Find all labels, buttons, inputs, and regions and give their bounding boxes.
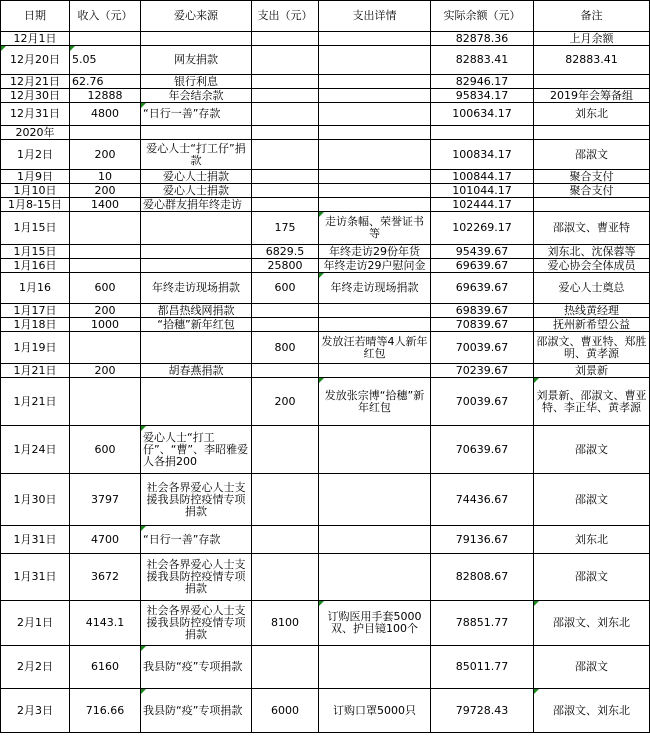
cell-income: 10 [70, 170, 141, 184]
cell-expense: 800 [252, 332, 319, 364]
cell-note: 邵淑文 [534, 140, 650, 170]
cell-note: 邵淑文、刘东北 [534, 689, 650, 733]
cell-expense [252, 184, 319, 198]
cell-source: 社会各界爱心人士支援我县防控疫情专项捐款 [141, 554, 252, 601]
cell-date: 12月31日 [1, 103, 70, 126]
cell-balance: 82946.17 [431, 75, 534, 89]
cell-note: 聚合支付 [534, 184, 650, 198]
cell-source [141, 126, 252, 140]
cell-expense [252, 474, 319, 526]
cell-expense [252, 526, 319, 554]
cell-source: 爱心人士“打工仔”捐款 [141, 140, 252, 170]
cell-date: 1月31日 [1, 526, 70, 554]
header-detail: 支出详情 [319, 1, 431, 32]
cell-expense [252, 646, 319, 689]
cell-income: 200 [70, 304, 141, 318]
cell-date: 1月18日 [1, 318, 70, 332]
cell-source [141, 259, 252, 273]
cell-expense [252, 126, 319, 140]
cell-detail: 订购口罩5000只 [319, 689, 431, 733]
cell-income: 5.05 [70, 46, 141, 75]
table-row [1, 245, 650, 259]
cell-income: 3797 [70, 474, 141, 526]
cell-detail [319, 89, 431, 103]
table-row [1, 170, 650, 184]
cell-note [534, 75, 650, 89]
cell-balance: 102444.17 [431, 198, 534, 212]
cell-date: 2月1日 [1, 601, 70, 646]
cell-income: 4800 [70, 103, 141, 126]
cell-balance: 100834.17 [431, 140, 534, 170]
cell-detail: 发放汪若晴等4人新年红包 [319, 332, 431, 364]
header-balance: 实际余额（元） [431, 1, 534, 32]
cell-balance: 79728.43 [431, 689, 534, 733]
cell-balance: 69839.67 [431, 304, 534, 318]
cell-income: 62.76 [70, 75, 141, 89]
cell-date: 12月21日 [1, 75, 70, 89]
cell-balance: 100844.17 [431, 170, 534, 184]
cell-detail [319, 126, 431, 140]
header-source: 爱心来源 [141, 1, 252, 32]
cell-detail [319, 184, 431, 198]
cell-note: 热线黄经理 [534, 304, 650, 318]
cell-detail [319, 304, 431, 318]
cell-note: 刘景新 [534, 364, 650, 378]
header-note: 备注 [534, 1, 650, 32]
cell-note: 刘东北 [534, 526, 650, 554]
table-row [1, 259, 650, 273]
cell-note: 邵淑文、刘东北 [534, 601, 650, 646]
cell-detail: 走访条幅、荣誉证书等 [319, 212, 431, 245]
cell-income [70, 259, 141, 273]
cell-source: “日行一善”存款 [141, 526, 252, 554]
cell-note: 邵淑文 [534, 554, 650, 601]
cell-detail [319, 474, 431, 526]
table-row [1, 474, 650, 526]
cell-detail [319, 32, 431, 46]
cell-note: 2019年会筹备组 [534, 89, 650, 103]
cell-detail: 年终走访29户慰问金 [319, 259, 431, 273]
cell-balance: 100634.17 [431, 103, 534, 126]
cell-source: 我县防“疫”专项捐款 [141, 646, 252, 689]
table-row [1, 75, 650, 89]
cell-income [70, 212, 141, 245]
header-expense: 支出（元） [252, 1, 319, 32]
cell-source [141, 378, 252, 426]
cell-note [534, 198, 650, 212]
table-row [1, 378, 650, 426]
cell-expense [252, 140, 319, 170]
cell-note: 邵淑文 [534, 474, 650, 526]
cell-date: 2020年 [1, 126, 70, 140]
cell-source: 网友捐款 [141, 46, 252, 75]
cell-expense: 200 [252, 378, 319, 426]
cell-expense: 25800 [252, 259, 319, 273]
header-income: 收入（元） [70, 1, 141, 32]
cell-date: 1月24日 [1, 426, 70, 474]
cell-income: 3672 [70, 554, 141, 601]
table-row [1, 689, 650, 733]
cell-source [141, 245, 252, 259]
cell-income: 200 [70, 364, 141, 378]
cell-balance: 102269.17 [431, 212, 534, 245]
cell-note: 邵淑文 [534, 426, 650, 474]
cell-date: 1月8-15日 [1, 198, 70, 212]
cell-income [70, 32, 141, 46]
cell-source: 都昌热线网捐款 [141, 304, 252, 318]
cell-income: 716.66 [70, 689, 141, 733]
cell-date: 1月17日 [1, 304, 70, 318]
cell-expense [252, 89, 319, 103]
cell-balance [431, 126, 534, 140]
cell-income [70, 378, 141, 426]
cell-income [70, 245, 141, 259]
cell-note: 刘东北、沈保蓉等 [534, 245, 650, 259]
cell-detail [319, 140, 431, 170]
cell-balance: 70039.67 [431, 378, 534, 426]
table-row [1, 554, 650, 601]
cell-note: 爱心人士奠总 [534, 273, 650, 304]
cell-balance: 101044.17 [431, 184, 534, 198]
cell-source: 社会各界爱心人士支援我县防控疫情专项捐款 [141, 601, 252, 646]
cell-date: 12月30日 [1, 89, 70, 103]
cell-income: 12888 [70, 89, 141, 103]
cell-detail [319, 318, 431, 332]
table-row [1, 140, 650, 170]
cell-balance: 70839.67 [431, 318, 534, 332]
cell-detail [319, 646, 431, 689]
cell-balance: 79136.67 [431, 526, 534, 554]
header-row [1, 1, 650, 32]
table-row [1, 526, 650, 554]
cell-date: 2月2日 [1, 646, 70, 689]
cell-source: 年会结余款 [141, 89, 252, 103]
cell-source: 爱心人士“打工仔”、“曹”、李昭雅爱人各捐200 [141, 426, 252, 474]
cell-source: 年终走访现场捐款 [141, 273, 252, 304]
cell-date: 1月31日 [1, 554, 70, 601]
cell-balance: 70239.67 [431, 364, 534, 378]
table-row [1, 198, 650, 212]
cell-date: 1月15日 [1, 245, 70, 259]
cell-note: 抚州新希望公益 [534, 318, 650, 332]
cell-note: 邵淑文、曹亚特 [534, 212, 650, 245]
table-row [1, 184, 650, 198]
table-row [1, 318, 650, 332]
cell-expense [252, 304, 319, 318]
cell-note: 刘东北 [534, 103, 650, 126]
cell-source [141, 212, 252, 245]
cell-source: 社会各界爱心人士支援我县防控疫情专项捐款 [141, 474, 252, 526]
cell-income: 1400 [70, 198, 141, 212]
cell-date: 1月10日 [1, 184, 70, 198]
cell-note: 邵淑文、曹亚特、郑胜明、黄孝源 [534, 332, 650, 364]
cell-note: 刘景新、邵淑文、曹亚特、李正华、黄孝源 [534, 378, 650, 426]
table-row [1, 426, 650, 474]
cell-source: 爱心人士捐款 [141, 170, 252, 184]
cell-detail [319, 170, 431, 184]
cell-date: 1月16日 [1, 259, 70, 273]
table-row [1, 126, 650, 140]
cell-date: 1月9日 [1, 170, 70, 184]
cell-detail [319, 554, 431, 601]
cell-date: 1月15日 [1, 212, 70, 245]
cell-expense: 600 [252, 273, 319, 304]
cell-income [70, 332, 141, 364]
cell-income: 4700 [70, 526, 141, 554]
cell-note: 爱心协会全体成员 [534, 259, 650, 273]
cell-date: 1月21日 [1, 378, 70, 426]
cell-expense [252, 364, 319, 378]
cell-source: 胡春燕捐款 [141, 364, 252, 378]
cell-expense: 8100 [252, 601, 319, 646]
cell-expense [252, 318, 319, 332]
table-row [1, 212, 650, 245]
table-row [1, 646, 650, 689]
cell-balance: 95834.17 [431, 89, 534, 103]
cell-source [141, 332, 252, 364]
cell-income: 6160 [70, 646, 141, 689]
cell-balance: 69639.67 [431, 273, 534, 304]
cell-source: “拾穗”新年红包 [141, 318, 252, 332]
cell-income: 200 [70, 140, 141, 170]
cell-detail [319, 198, 431, 212]
cell-source: 我县防“疫”专项捐款 [141, 689, 252, 733]
cell-source: “日行一善”存款 [141, 103, 252, 126]
cell-expense: 175 [252, 212, 319, 245]
table-row [1, 32, 650, 46]
cell-note [534, 126, 650, 140]
header-date: 日期 [1, 1, 70, 32]
cell-date: 1月2日 [1, 140, 70, 170]
cell-detail: 发放张宗博“拾穗”新年红包 [319, 378, 431, 426]
cell-date: 1月30日 [1, 474, 70, 526]
cell-income: 600 [70, 273, 141, 304]
cell-source: 爱心人士捐款 [141, 184, 252, 198]
table-row [1, 304, 650, 318]
cell-expense: 6000 [252, 689, 319, 733]
cell-expense [252, 554, 319, 601]
cell-balance: 78851.77 [431, 601, 534, 646]
cell-detail [319, 364, 431, 378]
cell-income: 4143.1 [70, 601, 141, 646]
cell-date: 12月1日 [1, 32, 70, 46]
cell-expense [252, 426, 319, 474]
cell-detail [319, 103, 431, 126]
cell-expense [252, 103, 319, 126]
cell-balance: 70039.67 [431, 332, 534, 364]
cell-source: 银行利息 [141, 75, 252, 89]
cell-detail: 年终走访现场捐款 [319, 273, 431, 304]
cell-note: 邵淑文 [534, 646, 650, 689]
cell-detail: 订购医用手套5000双、护目镜100个 [319, 601, 431, 646]
cell-balance: 82808.67 [431, 554, 534, 601]
cell-balance: 82878.36 [431, 32, 534, 46]
cell-expense [252, 198, 319, 212]
table-row [1, 364, 650, 378]
cell-detail [319, 526, 431, 554]
cell-date: 1月19日 [1, 332, 70, 364]
table-row [1, 89, 650, 103]
table-row [1, 601, 650, 646]
cell-note: 82883.41 [534, 46, 650, 75]
cell-expense [252, 46, 319, 75]
cell-detail [319, 46, 431, 75]
cell-expense [252, 170, 319, 184]
cell-date: 1月21日 [1, 364, 70, 378]
cell-date: 12月20日 [1, 46, 70, 75]
cell-expense: 6829.5 [252, 245, 319, 259]
cell-source [141, 32, 252, 46]
cell-detail [319, 426, 431, 474]
cell-income: 1000 [70, 318, 141, 332]
cell-income: 600 [70, 426, 141, 474]
cell-source: 爱心群友捐年终走访 [141, 198, 252, 212]
table-row [1, 273, 650, 304]
cell-date: 1月16 [1, 273, 70, 304]
table-row [1, 103, 650, 126]
cell-balance: 82883.41 [431, 46, 534, 75]
cell-detail: 年终走访29份年货 [319, 245, 431, 259]
cell-balance: 70639.67 [431, 426, 534, 474]
cell-expense [252, 75, 319, 89]
cell-note: 上月余额 [534, 32, 650, 46]
cell-balance: 69639.67 [431, 259, 534, 273]
cell-balance: 85011.77 [431, 646, 534, 689]
cell-expense [252, 32, 319, 46]
cell-income [70, 126, 141, 140]
cell-balance: 74436.67 [431, 474, 534, 526]
cell-detail [319, 75, 431, 89]
table-row [1, 332, 650, 364]
cell-income: 200 [70, 184, 141, 198]
cell-balance: 95439.67 [431, 245, 534, 259]
table-row [1, 46, 650, 75]
cell-note: 聚合支付 [534, 170, 650, 184]
cell-date: 2月3日 [1, 689, 70, 733]
